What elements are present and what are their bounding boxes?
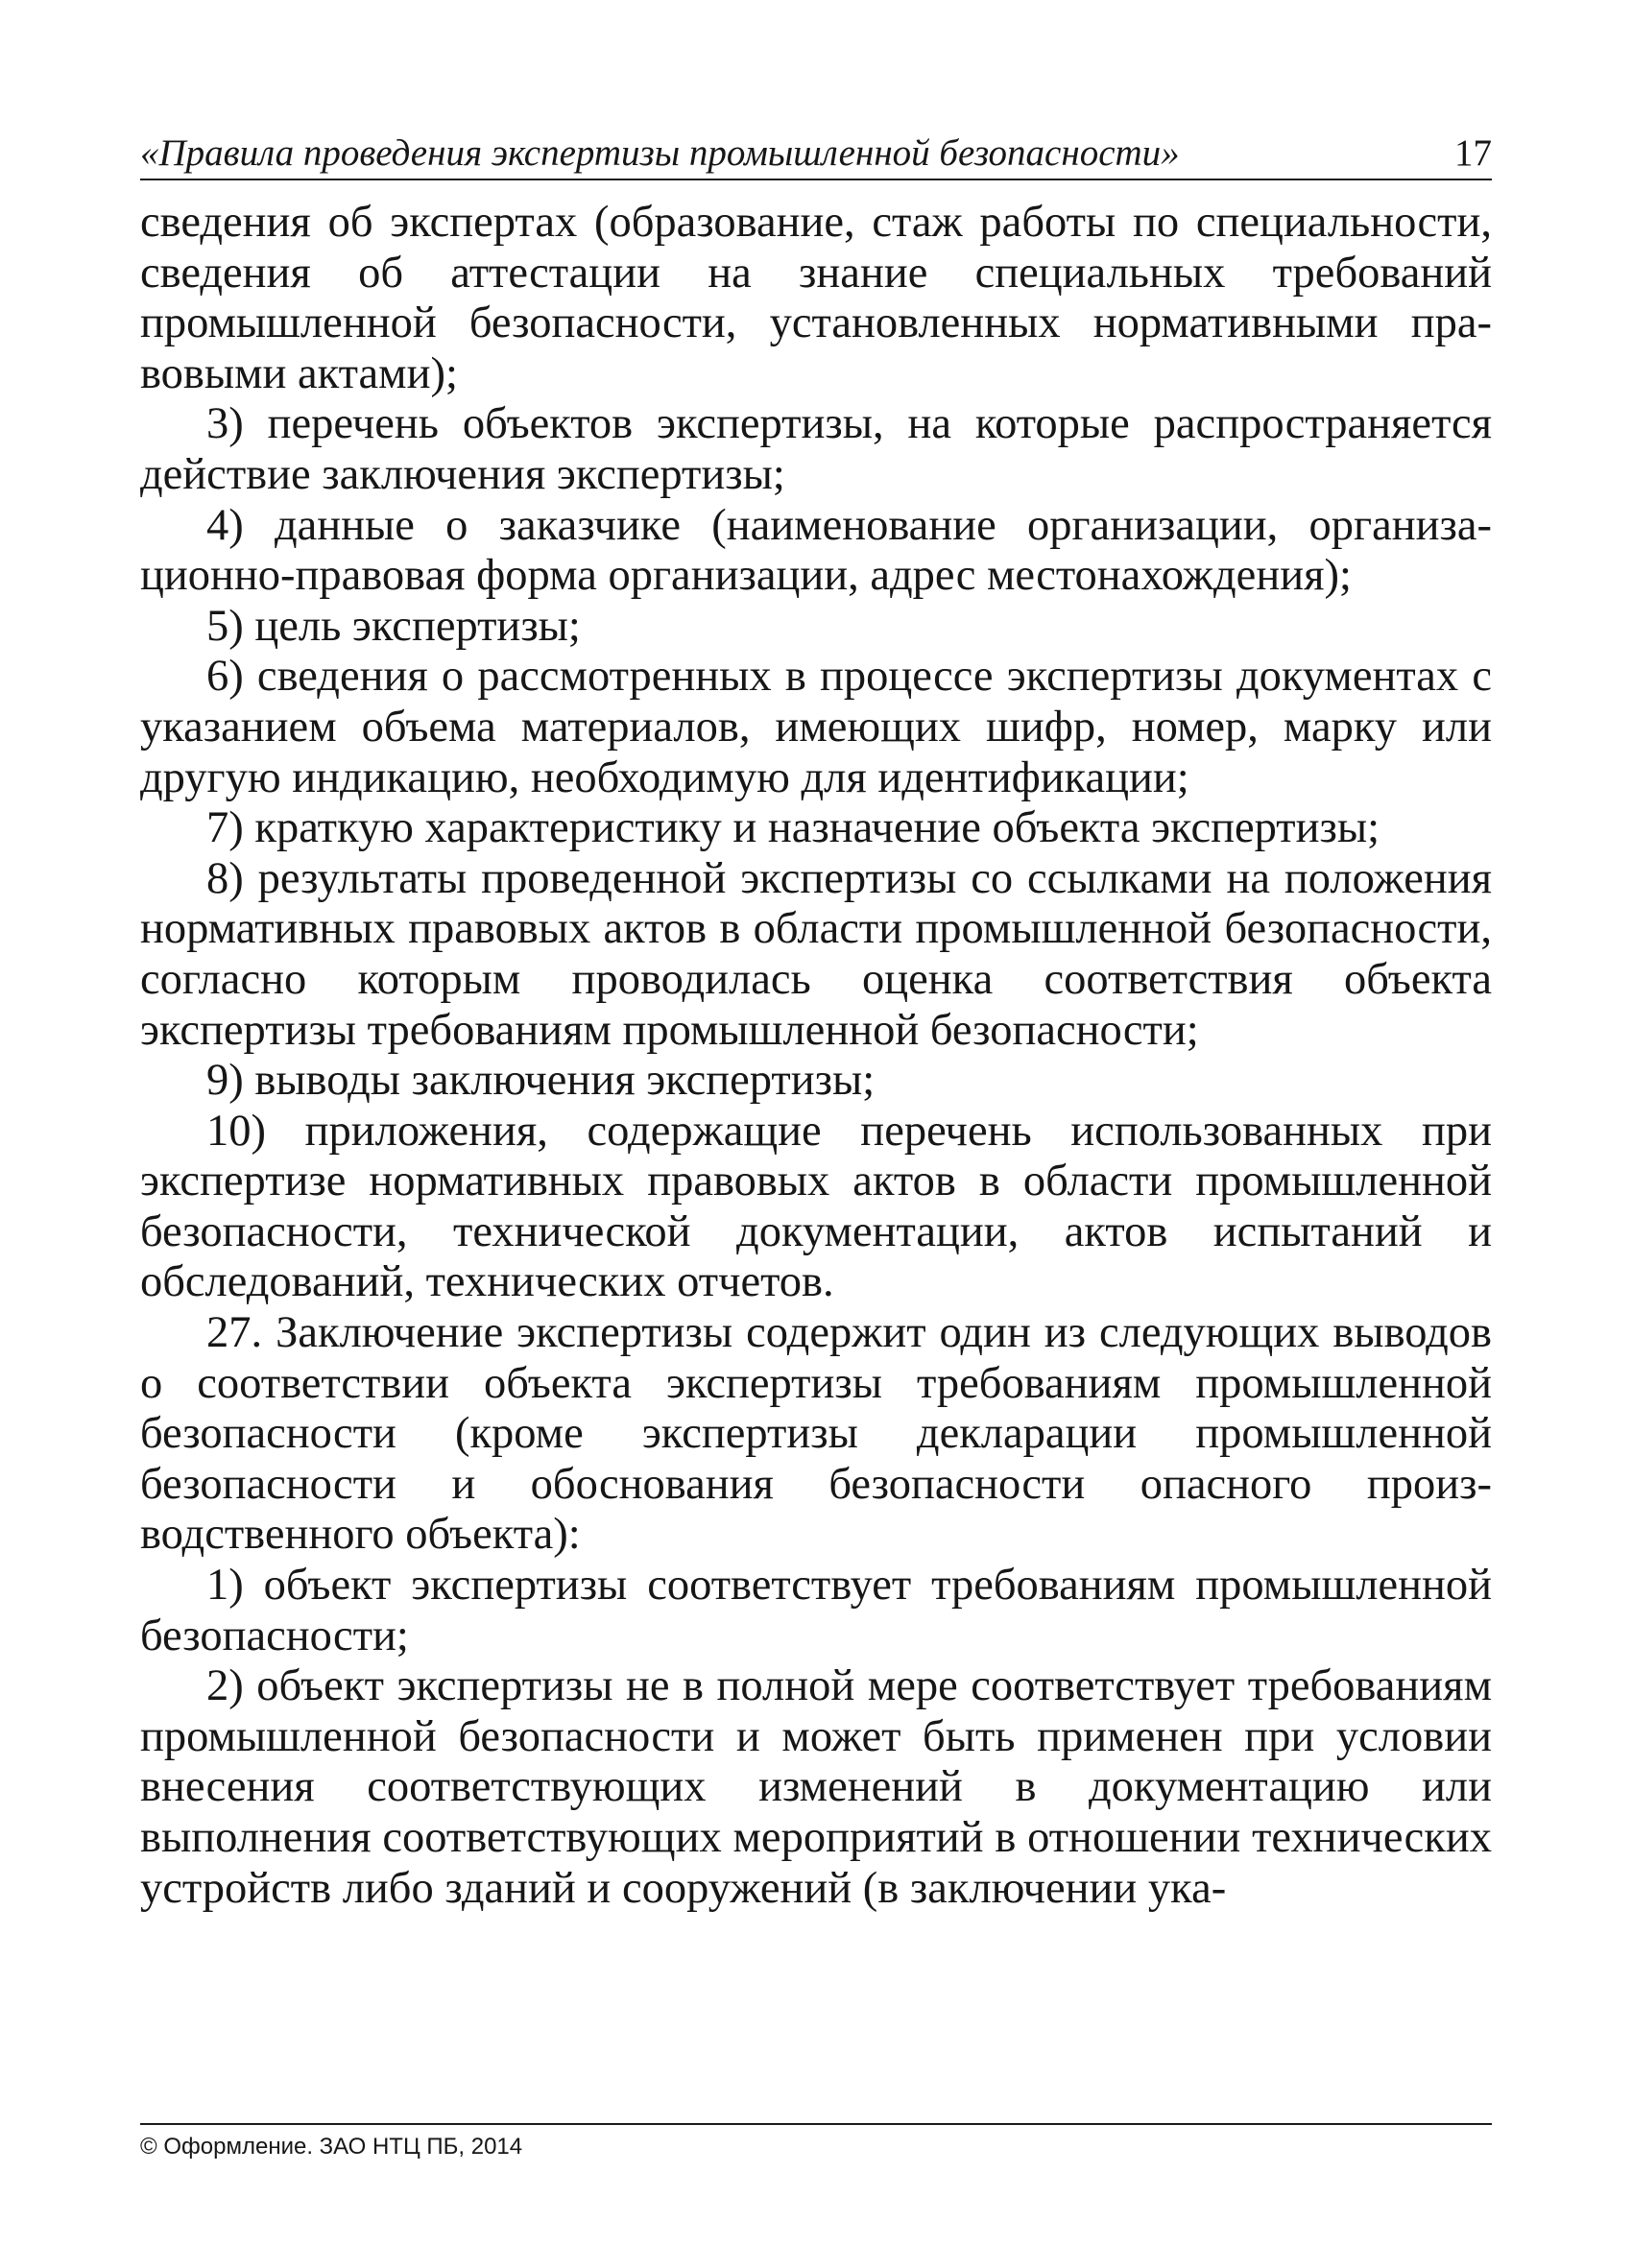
paragraph-item-9: 9) выводы заключения экспертизы; xyxy=(206,1056,876,1106)
paragraph-item-7: 7) краткую характеристику и назначение объекта экспертизы; xyxy=(206,803,1380,853)
body-text xyxy=(140,198,1492,1914)
paragraph-item-10: 10) приложения, содержащие перечень использованных при экспертизе нормативных правовых актов в области промышленной безопасности, технической документации, актов испытаний и обследований, технических отчетов. xyxy=(140,1106,1492,1307)
paragraph-item-5: 5) цель экспертизы; xyxy=(206,601,581,651)
footer-divider xyxy=(140,2123,1492,2125)
page-number: 17 xyxy=(1454,132,1492,174)
paragraph-clause-27: 27. Заключение экспертизы содержит один из следующих выводов о соответствии объекта экспертизы требованиям промышленной безопасности (кроме экспертизы декларации промышленной безопасности и обоснования безопасности опасного производственного объекта): xyxy=(140,1308,1492,1560)
paragraph-conclusion-1: 1) объект экспертизы соответствует требованиям промышленной безопасности; xyxy=(140,1561,1492,1660)
paragraph-item-6: 6) сведения о рассмотренных в процессе экспертизы документах с указанием объема материалов, имеющих шифр, номер, марку или другую индикацию, необходимую для идентификации; xyxy=(140,652,1492,802)
paragraph-item-4: 4) данные о заказчике (наименование организации, организационно-правовая форма организации, адрес местонахождения); xyxy=(140,500,1492,601)
paragraph-item-8: 8) результаты проведенной экспертизы со ссылками на положения нормативных правовых актов в области промышленной безопасности, согласно которым проводилась оценка соответствия объекта экспертизы требованиям промышленной безопасности; xyxy=(140,853,1492,1055)
running-header xyxy=(140,131,1492,180)
paragraph-conclusion-2: 2) объект экспертизы не в полной мере соответствует требованиям промышленной безопасности и может быть применен при условии внесения соответствующих изменений в документацию или выполнения соответствующих мероприятий в отношении технических устройств либо зданий и сооружений (в заключении ука- xyxy=(140,1661,1492,1913)
paragraph-item-3: 3) перечень объектов экспертизы, на которые распространяется действие заключения экспертизы; xyxy=(140,399,1492,499)
footer-copyright: © Оформление. ЗАО НТЦ ПБ, 2014 xyxy=(140,2134,523,2160)
running-header-title: «Правила проведения экспертизы промышленной безопасности» xyxy=(140,132,1180,174)
paragraph-experts-info: сведения об экспертах (образование, стаж работы по специальности, сведения об аттестации на знание специальных требований промышленной безопасности, установленных нормативными правовыми актами); xyxy=(140,198,1492,398)
